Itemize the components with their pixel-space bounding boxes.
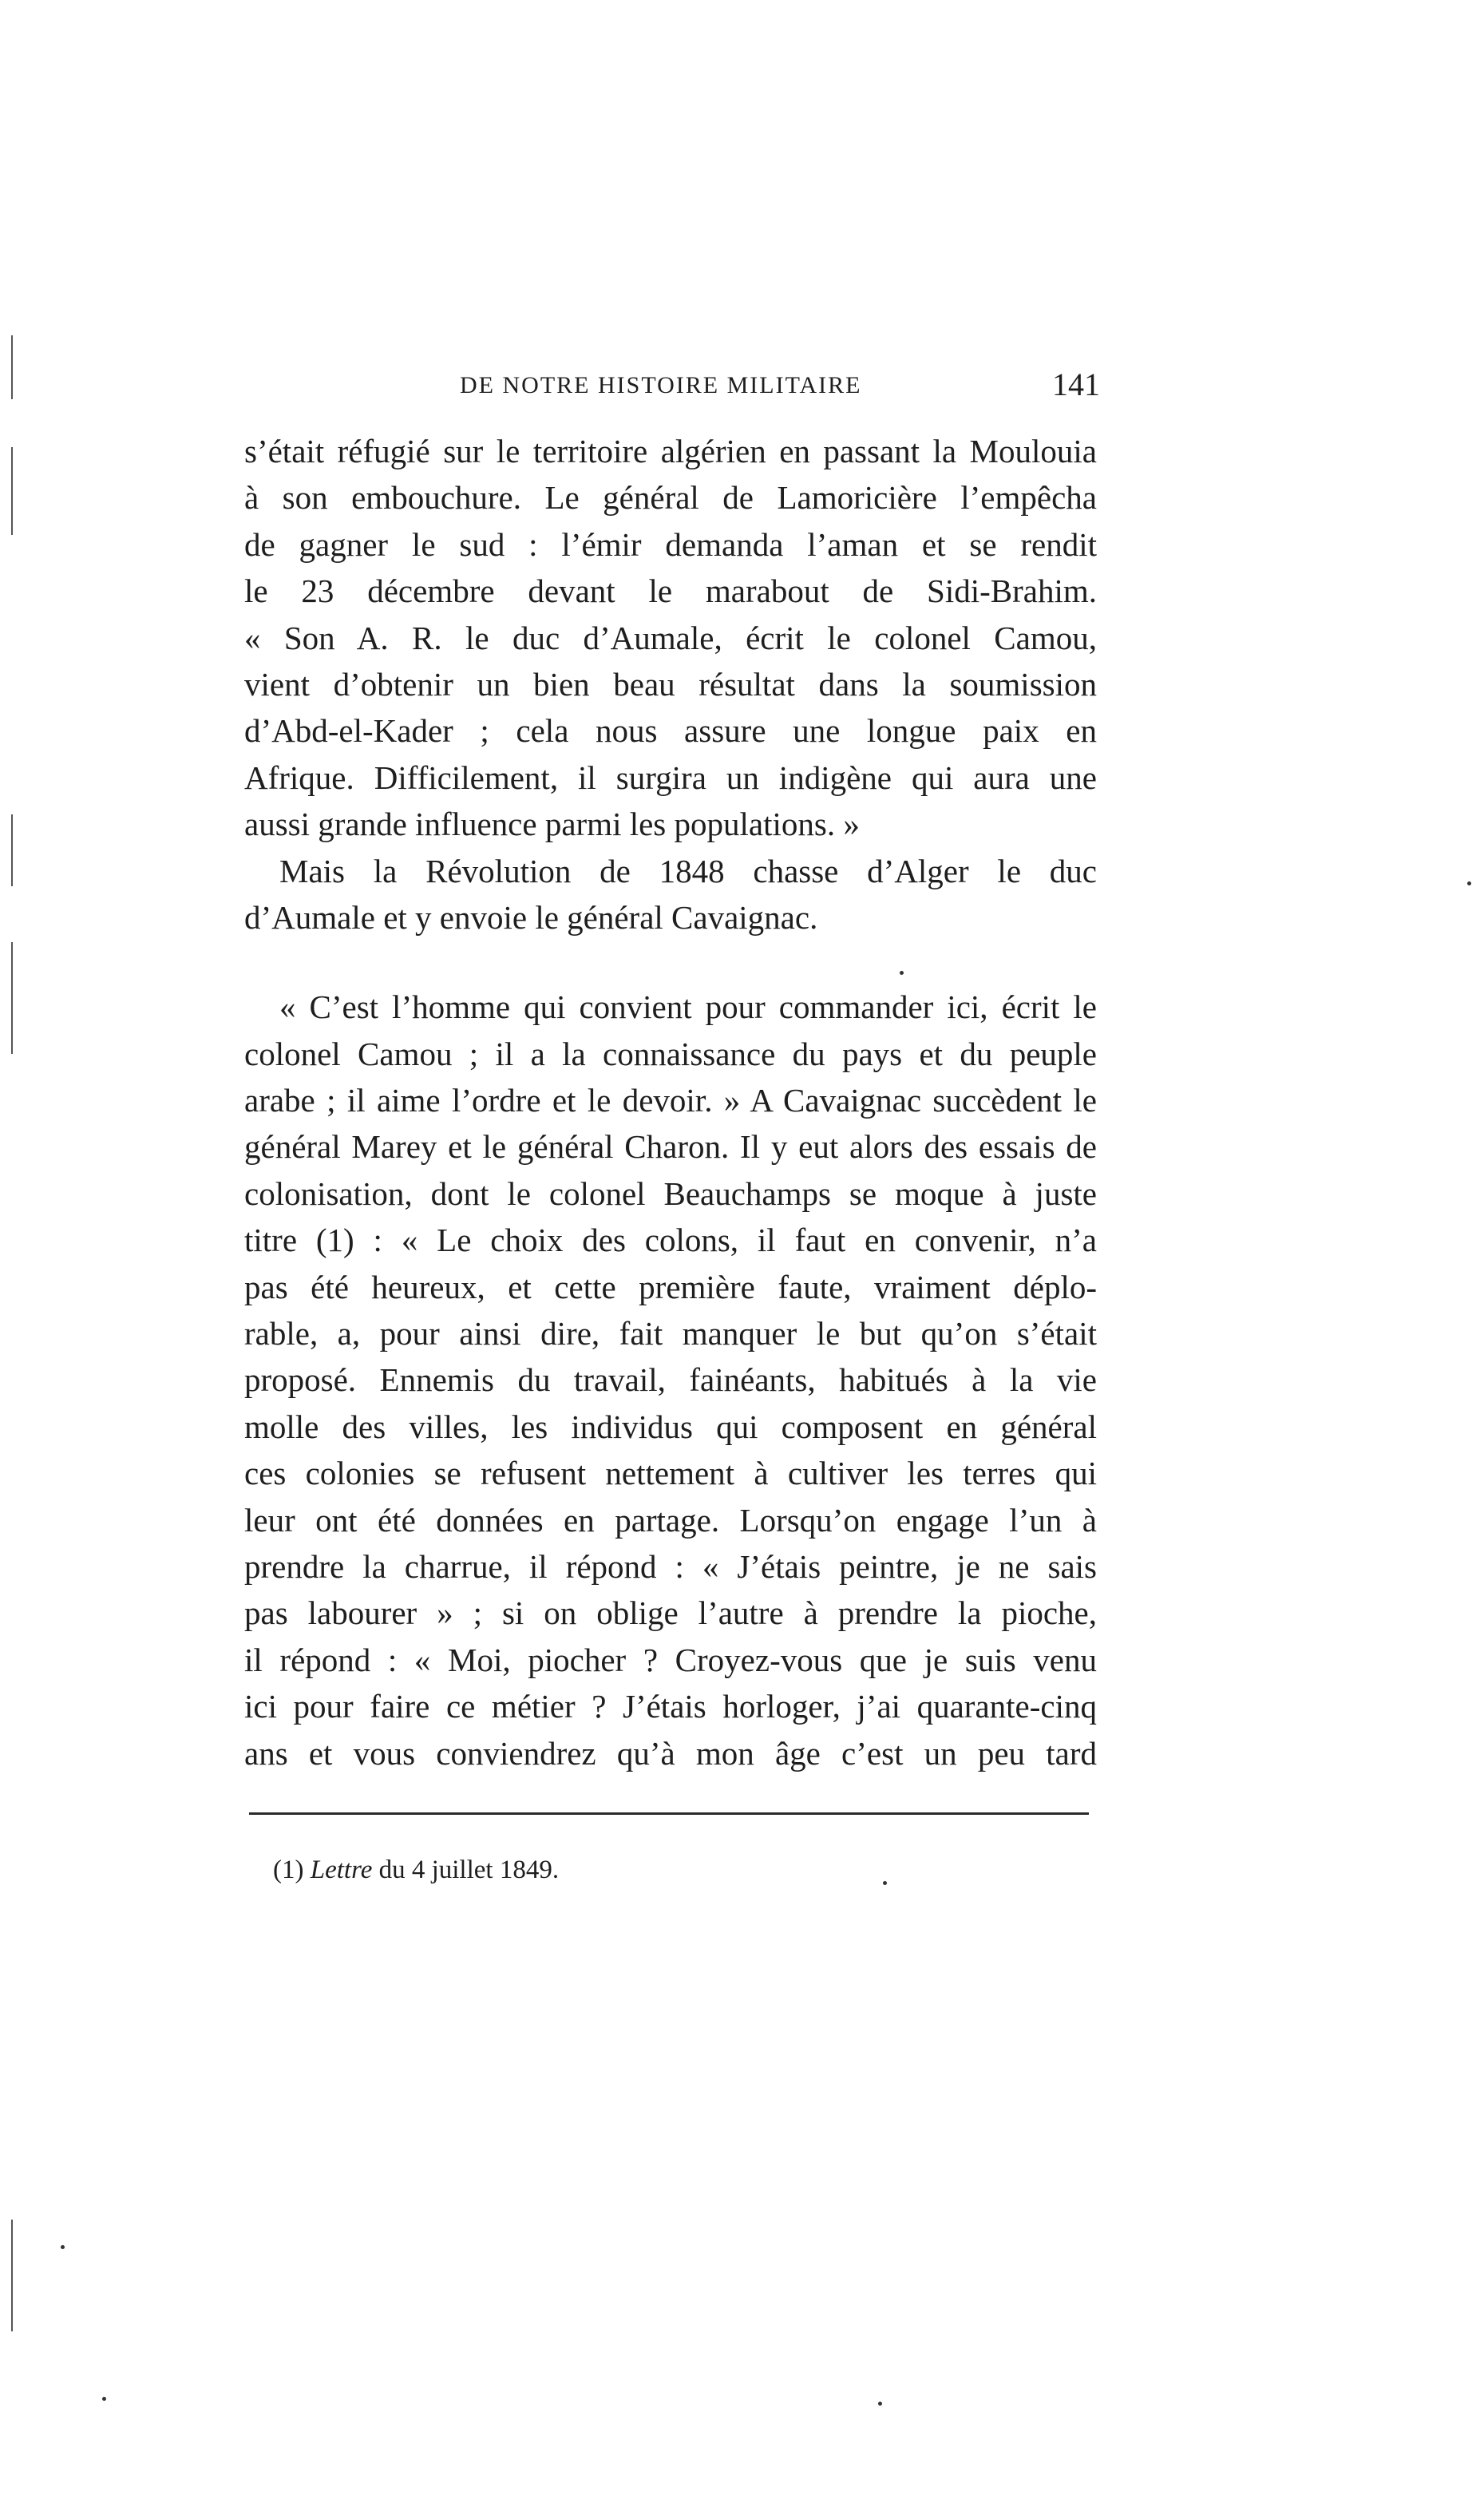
text-line: colonisation, dont le colonel Beauchamps se moque à juste [244, 1174, 1097, 1212]
text-line: général Marey et le général Charon. Il y eut alors des essais de [244, 1128, 1097, 1166]
text-line: Afrique. Difficilement, il surgira un indigène qui aura une [244, 758, 1097, 796]
text-line: s’était réfugié sur le territoire algérien en passant la Moulouia [244, 433, 1097, 469]
text-line: il répond : « Moi, piocher ? Croyez-vous que je suis venu [244, 1641, 1097, 1678]
text-line: vient d’obtenir un bien beau résultat dans la soumission [244, 665, 1097, 703]
text-line: « Son A. R. le duc d’Aumale, écrit le colonel Camou, [244, 619, 1097, 656]
scan-edge-mark [11, 814, 13, 886]
text-line: « C’est l’homme qui convient pour commander ici, écrit le [279, 988, 1097, 1026]
footnote-italic: Lettre [310, 1856, 373, 1884]
footnote-rule [249, 1812, 1089, 1815]
text-line: pas été heureux, et cette première faute, vraiment déplo- [244, 1268, 1097, 1305]
text-line: le 23 décembre devant le marabout de Sidi-Brahim. [244, 572, 1097, 610]
scan-speck [1467, 881, 1471, 885]
footnote-text: du 4 juillet 1849. [372, 1856, 560, 1884]
scan-speck [883, 1881, 887, 1885]
scan-edge-mark [11, 942, 13, 1054]
scan-speck [878, 2402, 882, 2406]
text-line: aussi grande influence parmi les populations. » [244, 806, 860, 843]
text-line: de gagner le sud : l’émir demanda l’aman et se rendit [244, 525, 1097, 563]
text-line: pas labourer » ; si on oblige l’autre à prendre la pioche, [244, 1594, 1097, 1632]
scan-speck [102, 2397, 106, 2401]
text-line: d’Abd-el-Kader ; cela nous assure une longue paix en [244, 712, 1097, 750]
body-text [244, 428, 1097, 1776]
scan-edge-mark [11, 2220, 13, 2331]
scan-edge-mark [11, 335, 13, 399]
text-line: prendre la charrue, il répond : « J’étais peintre, je ne sais [244, 1547, 1097, 1585]
text-line: d’Aumale et y envoie le général Cavaignac. [244, 898, 818, 936]
text-line: rable, a, pour ainsi dire, fait manquer le but qu’on s’était [244, 1315, 1097, 1353]
paragraph-gap [244, 941, 1097, 984]
scan-speck [61, 2245, 65, 2249]
text-line: colonel Camou ; il a la connaissance du pays et du peuple [244, 1035, 1097, 1072]
text-line: Mais la Révolution de 1848 chasse d’Alger le duc [279, 852, 1097, 889]
text-line: molle des villes, les individus qui composent en général [244, 1408, 1097, 1445]
footnote [273, 1856, 559, 1885]
running-head [239, 366, 1100, 414]
text-line: titre (1) : « Le choix des colons, il faut en convenir, n’a [244, 1222, 1097, 1259]
text-line: ces colonies se refusent nettement à cultiver les terres qui [244, 1455, 1097, 1492]
page-number: 141 [1052, 366, 1100, 402]
scan-edge-mark [11, 447, 13, 535]
scan-speck [900, 971, 904, 975]
text-line: ici pour faire ce métier ? J’étais horloger, j’ai quarante-cinq [244, 1688, 1097, 1725]
footnote-marker: (1) [273, 1856, 304, 1884]
running-title: DE NOTRE HISTOIRE MILITAIRE [460, 372, 862, 398]
text-line: arabe ; il aime l’ordre et le devoir. » A Cavaignac succèdent le [244, 1082, 1097, 1119]
text-line: à son embouchure. Le général de Lamoricière l’empêcha [244, 479, 1097, 517]
text-line: proposé. Ennemis du travail, fainéants, habitués à la vie [244, 1361, 1097, 1399]
text-line: leur ont été données en partage. Lorsqu’on engage l’un à [244, 1501, 1097, 1539]
text-line: ans et vous conviendrez qu’à mon âge c’est un peu tard [244, 1734, 1097, 1772]
